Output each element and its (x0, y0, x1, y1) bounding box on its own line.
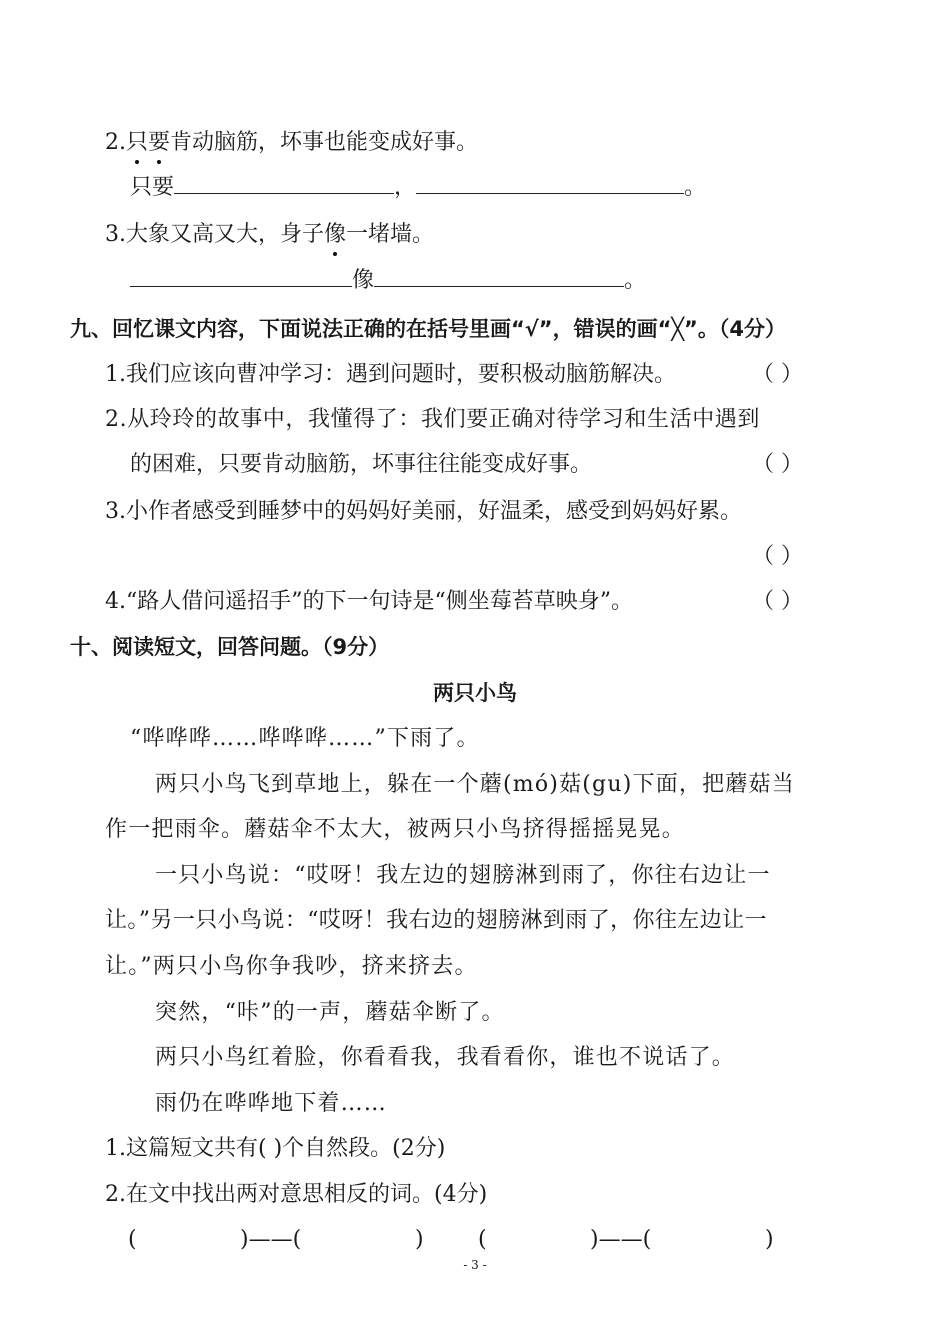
story-line: 让。”另一只小鸟说：“哎呀！我右边的翅膀淋到雨了，你往左边让一 (105, 908, 767, 933)
s9-item-4: 4.“路人借问遥招手”的下一句诗是“侧坐莓苔草映身”。 (105, 589, 633, 614)
q8-3-answer-line (130, 266, 646, 296)
s10-question-2: 2.在文中找出两对意思相反的词。(4分) (105, 1182, 488, 1207)
q8-3-text: 一堵墙。 (346, 222, 435, 247)
answer-blank[interactable] (130, 266, 352, 287)
q8-2-prefix: 只要 (130, 175, 175, 200)
s9-item-2-cont: 的困难，只要肯动脑筋，坏事往往能变成好事。 (130, 452, 593, 477)
punct: 。 (684, 175, 707, 200)
story-line: 让。”两只小鸟你争我吵，挤来挤去。 (105, 954, 478, 979)
dotted-word: 只 (126, 128, 148, 158)
pair-paren[interactable]: ) (765, 1227, 774, 1252)
q8-3-number: 3. (105, 222, 126, 247)
story-line: 两只小鸟飞到草地上，躲在一个蘑(mó)菇(gu)下面，把蘑菇当 (155, 772, 795, 797)
story-line: “哗哗哗……哗哗哗……”下雨了。 (130, 726, 480, 751)
punct: ， (394, 175, 417, 200)
s9-item-3: 3.小作者感受到睡梦中的妈妈好美丽，好温柔，感受到妈妈好累。 (105, 499, 742, 524)
q8-2-line (105, 128, 478, 158)
answer-paren[interactable]: （ ） (752, 362, 803, 387)
s9-item-1: 1.我们应该向曹冲学习：遇到问题时，要积极动脑筋解决。 (105, 362, 676, 387)
q8-3-mid: 像 (352, 268, 375, 293)
story-line: 雨仍在哗哗地下着…… (155, 1091, 388, 1116)
pair-paren[interactable]: ) (415, 1227, 424, 1252)
section-10-title: 十、阅读短文，回答问题。（9分） (70, 635, 390, 659)
story-line: 一只小鸟说：“哎呀！我左边的翅膀淋到雨了，你往右边让一 (155, 863, 771, 888)
story-title: 两只小鸟 (433, 681, 517, 705)
s9-item-2: 2.从玲玲的故事中，我懂得了：我们要正确对待学习和生活中遇到 (105, 407, 760, 432)
q8-2-number: 2. (105, 130, 126, 155)
q8-2-answer-line (130, 173, 706, 203)
answer-paren[interactable]: （ ） (752, 589, 803, 614)
dotted-word: 要 (148, 128, 170, 158)
pair-paren[interactable]: ( (128, 1227, 137, 1252)
answer-blank[interactable] (416, 173, 684, 194)
section-9-title: 九、回忆课文内容，下面说法正确的在括号里画“√”，错误的画“╳”。（4分） (70, 317, 786, 341)
story-line: 两只小鸟红着脸，你看看我，我看看你，谁也不说话了。 (155, 1045, 736, 1070)
pair-paren[interactable]: )——( (240, 1227, 302, 1252)
s10-question-1: 1.这篇短文共有( )个自然段。(2分) (105, 1136, 446, 1161)
page-number: - 3 - (463, 1258, 487, 1272)
answer-paren[interactable]: （ ） (752, 452, 803, 477)
q8-2-text: 肯动脑筋，坏事也能变成好事。 (170, 130, 479, 155)
punct: 。 (624, 268, 647, 293)
pair-paren[interactable]: ( (478, 1227, 487, 1252)
q8-3-text: 大象又高又大，身子 (126, 222, 325, 247)
story-line: 突然，“咔”的一声，蘑菇伞断了。 (155, 1000, 505, 1025)
answer-blank[interactable] (374, 266, 624, 287)
answer-paren[interactable]: （ ） (752, 544, 803, 569)
pair-paren[interactable]: )——( (590, 1227, 652, 1252)
dotted-word: 像 (324, 220, 346, 250)
story-line: 作一把雨伞。蘑菇伞不太大，被两只小鸟挤得摇摇晃晃。 (105, 817, 686, 842)
answer-blank[interactable] (174, 173, 394, 194)
q8-3-line (105, 220, 434, 250)
